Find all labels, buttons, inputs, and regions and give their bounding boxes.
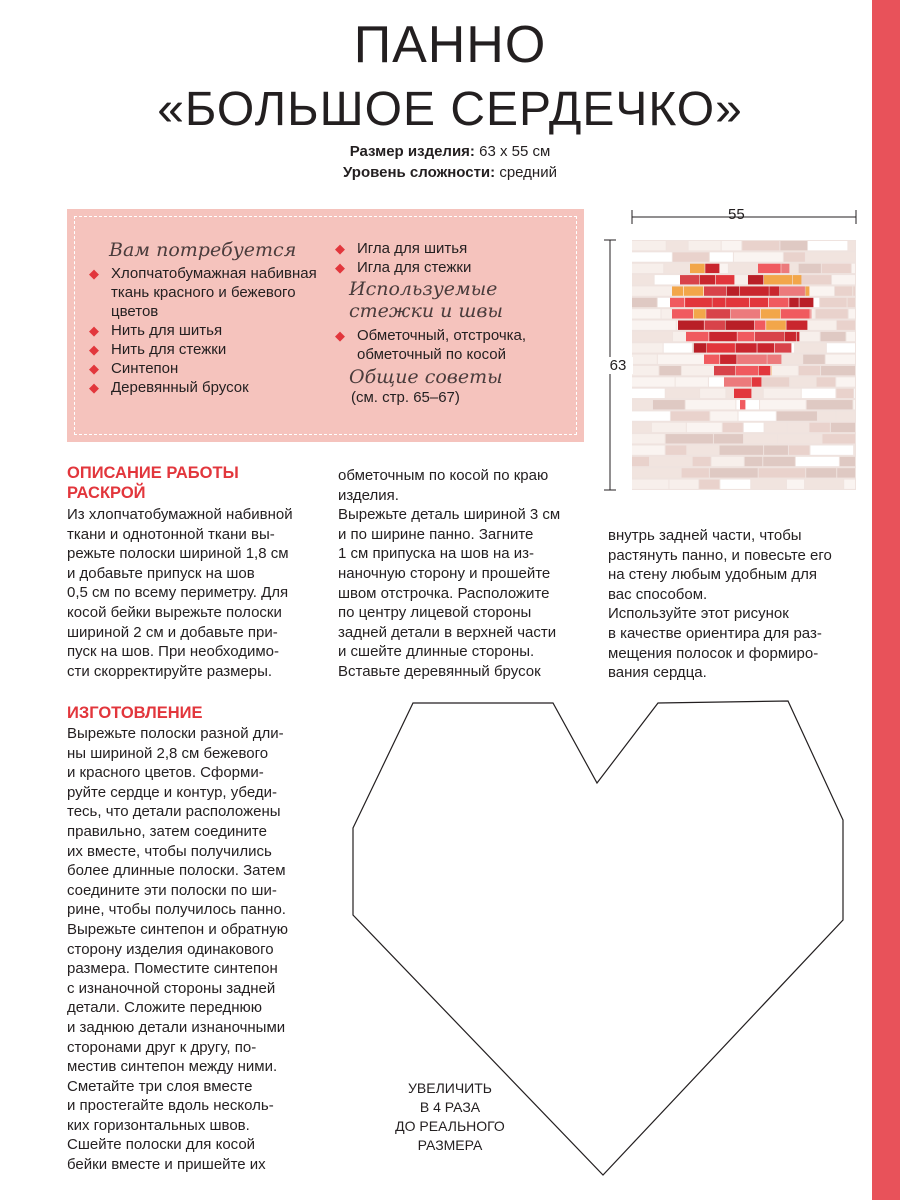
- size-value: 63 х 55 см: [479, 143, 551, 160]
- heart-strip: [670, 298, 684, 307]
- background-strip: [736, 400, 759, 409]
- background-strip: [710, 411, 737, 420]
- background-strip: [632, 355, 657, 364]
- materials-item: ◆ Хлопчатобумажная набивная ткань красного и бежевого цветов: [89, 264, 329, 321]
- background-strip: [854, 389, 855, 398]
- background-strip: [632, 445, 665, 454]
- column-3-text: внутрь задней части, чтобы растянуть панно, и повесьте его на стену любым удобным для вас способом. Используйте этот рисунок в качестве ориентира для раз- мещения полосок и формиро- вания сердца.: [608, 527, 832, 682]
- background-strip: [760, 400, 806, 409]
- materials-item: ◆ Деревянный брусок: [89, 378, 329, 397]
- background-strip: [632, 389, 665, 398]
- background-strip: [821, 332, 846, 341]
- level-line: [0, 162, 900, 183]
- background-strip: [803, 355, 825, 364]
- background-strip: [782, 355, 802, 364]
- heart-strip: [686, 332, 709, 341]
- heart-strip: [734, 389, 751, 398]
- background-strip: [849, 309, 855, 318]
- level-value: средний: [499, 164, 557, 181]
- heart-strip: [757, 343, 774, 352]
- heart-strip: [690, 264, 705, 273]
- background-strip: [699, 480, 719, 489]
- background-strip: [673, 252, 709, 261]
- background-strip: [836, 389, 853, 398]
- title-line-1: ПАННО: [353, 16, 547, 74]
- background-strip: [650, 457, 692, 466]
- background-strip: [809, 423, 829, 432]
- heart-strip: [678, 321, 704, 330]
- heart-strip: [750, 298, 768, 307]
- background-strip: [686, 400, 736, 409]
- background-strip: [720, 480, 750, 489]
- background-strip: [632, 298, 657, 307]
- background-strip: [710, 252, 733, 261]
- cutting-text: Из хлопчатобумажной набивной ткани и однотонной ткани вы- режьте полоски шириной 1,8 см и добавьте припуск на шов 0,5 см по всему периметру. Для косой бейки вырежьте полоски шириной 2 см и добавьте при- пуск на шов. При необходимо- сти скорректируйте размеры.: [67, 506, 293, 680]
- heart-strip: [709, 332, 737, 341]
- background-strip: [632, 309, 660, 318]
- heart-strip: [780, 286, 805, 295]
- title-line-2: «БОЛЬШОЕ СЕРДЕЧКО»: [157, 83, 743, 136]
- background-strip: [632, 332, 672, 341]
- background-strip: [818, 411, 835, 420]
- heart-strip: [810, 309, 811, 318]
- heart-strip: [727, 286, 739, 295]
- background-strip: [751, 480, 786, 489]
- background-strip: [788, 423, 809, 432]
- background-strip: [836, 411, 855, 420]
- background-strip: [739, 411, 776, 420]
- background-strip: [820, 298, 847, 307]
- background-strip: [742, 241, 779, 250]
- background-strip: [632, 434, 665, 443]
- heart-strip: [781, 309, 810, 318]
- background-strip: [714, 434, 743, 443]
- background-strip: [676, 377, 708, 386]
- materials-item: ◆ Синтепон: [89, 359, 329, 378]
- heart-strip: [714, 366, 735, 375]
- background-strip: [666, 389, 699, 398]
- background-strip: [763, 457, 795, 466]
- background-strip: [817, 377, 836, 386]
- background-strip: [632, 468, 681, 477]
- heart-strip: [755, 332, 784, 341]
- heart-strip: [767, 355, 781, 364]
- background-strip: [795, 343, 826, 352]
- background-strip: [671, 411, 709, 420]
- background-strip: [632, 264, 663, 273]
- enlarge-note: УВЕЛИЧИТЬ В 4 РАЗА ДО РЕАЛЬНОГО РАЗМЕРА: [395, 1080, 505, 1153]
- background-strip: [722, 241, 742, 250]
- background-strip: [632, 400, 652, 409]
- background-strip: [712, 457, 744, 466]
- background-strip: [806, 252, 855, 261]
- background-strip: [805, 480, 843, 489]
- background-strip: [667, 241, 688, 250]
- background-strip: [710, 468, 758, 477]
- needs-heading: Вам потребуется: [109, 239, 297, 261]
- materials-item: ◆ Нить для стежки: [89, 340, 329, 359]
- background-strip: [777, 411, 817, 420]
- background-strip: [632, 366, 658, 375]
- background-strip: [822, 264, 851, 273]
- section-heading-description: ОПИСАНИЕ РАБОТЫ: [67, 464, 239, 482]
- heart-strip: [672, 286, 683, 295]
- background-strip: [632, 252, 672, 261]
- background-strip: [652, 423, 686, 432]
- background-strip: [744, 423, 764, 432]
- background-strip: [669, 480, 698, 489]
- heart-strip: [704, 355, 719, 364]
- background-strip: [778, 434, 822, 443]
- heart-strip: [766, 321, 786, 330]
- heart-strip: [755, 321, 766, 330]
- background-strip: [632, 286, 674, 295]
- heart-strip: [720, 355, 736, 364]
- heart-strip: [805, 286, 809, 295]
- background-strip: [700, 389, 725, 398]
- background-strip: [789, 445, 810, 454]
- heart-strip: [705, 321, 725, 330]
- background-strip: [780, 241, 807, 250]
- background-strip: [799, 366, 820, 375]
- background-strip: [832, 275, 855, 284]
- background-strip: [632, 411, 670, 420]
- background-strip: [632, 343, 663, 352]
- background-strip: [796, 332, 819, 341]
- background-strip: [847, 332, 855, 341]
- heart-strip: [716, 275, 735, 284]
- background-strip: [666, 434, 713, 443]
- heart-strip: [799, 298, 813, 307]
- background-strip: [764, 389, 801, 398]
- heart-strip: [684, 286, 703, 295]
- background-strip: [632, 275, 654, 284]
- advice-heading: Общие советы: [349, 366, 503, 388]
- background-strip: [632, 241, 666, 250]
- background-strip: [848, 241, 855, 250]
- background-strip: [632, 321, 676, 330]
- panel-diagram: [600, 200, 862, 496]
- background-strip: [802, 389, 836, 398]
- heart-strip: [736, 343, 757, 352]
- background-strip: [810, 445, 853, 454]
- heart-strip: [700, 275, 715, 284]
- heart-strip: [789, 298, 799, 307]
- background-strip: [854, 400, 855, 409]
- heart-strip: [775, 343, 791, 352]
- background-strip: [831, 423, 855, 432]
- background-strip: [836, 377, 855, 386]
- background-strip: [808, 286, 834, 295]
- heart-strip: [737, 355, 767, 364]
- background-strip: [844, 480, 855, 489]
- background-strip: [632, 377, 675, 386]
- heart-strip: [726, 298, 749, 307]
- background-strip: [816, 309, 848, 318]
- materials-item: ◆ Игла для стежки: [335, 258, 550, 277]
- background-strip: [840, 457, 855, 466]
- background-strip: [852, 264, 855, 273]
- heart-strip: [704, 286, 726, 295]
- column-2-text: обметочным по косой по краю изделия. Вырежьте деталь шириной 3 см и по ширине панно. Загните 1 см припуска на шов на из- наночную сторону и прошейте швом отстрочка. Расположите по центру лицевой стороны задней детали в верхней части и сшейте длинные стороны. Вставьте деревянный брусок: [338, 467, 561, 680]
- background-strip: [723, 423, 743, 432]
- background-strip: [806, 468, 836, 477]
- background-strip: [808, 241, 847, 250]
- heart-strip: [797, 332, 800, 341]
- heart-strip: [672, 309, 693, 318]
- stitches-item: ◆ Обметочный, отстрочка, обметочный по косой: [335, 326, 550, 364]
- background-strip: [799, 264, 821, 273]
- background-strip: [796, 457, 839, 466]
- background-strip: [682, 468, 709, 477]
- width-label: 55: [728, 206, 745, 223]
- background-strip: [821, 366, 855, 375]
- heart-strip: [740, 286, 769, 295]
- heart-strip: [736, 366, 759, 375]
- background-strip: [835, 286, 852, 295]
- materials-right-column: [335, 239, 550, 407]
- background-strip: [822, 434, 855, 443]
- background-strip: [826, 355, 855, 364]
- heart-strip: [712, 298, 725, 307]
- background-strip: [687, 445, 718, 454]
- background-strip: [764, 445, 788, 454]
- heart-strip: [748, 275, 763, 284]
- heart-strip: [793, 275, 802, 284]
- background-strip: [659, 366, 680, 375]
- level-label: Уровень сложности:: [343, 164, 496, 181]
- background-strip: [664, 343, 692, 352]
- background-strip: [720, 445, 764, 454]
- advice-text: (см. стр. 65–67): [351, 389, 460, 406]
- background-strip: [784, 252, 805, 261]
- heart-strip: [731, 309, 760, 318]
- heart-strip: [706, 309, 730, 318]
- background-strip: [734, 252, 783, 261]
- heart-strip: [764, 275, 792, 284]
- background-strip: [807, 400, 853, 409]
- background-strip: [745, 457, 763, 466]
- background-strip: [787, 480, 804, 489]
- heart-strip: [769, 298, 789, 307]
- heart-strip: [680, 275, 699, 284]
- heart-strip: [705, 264, 719, 273]
- heart-strip: [752, 377, 761, 386]
- background-strip: [689, 241, 721, 250]
- heart-strip: [724, 377, 751, 386]
- materials-box: [67, 209, 584, 442]
- background-strip: [853, 286, 855, 295]
- section-heading-cutting: РАСКРОЙ: [67, 484, 146, 502]
- height-label: 63: [603, 357, 633, 374]
- heart-strip: [761, 309, 780, 318]
- background-strip: [837, 468, 855, 477]
- background-strip: [658, 355, 705, 364]
- background-strip: [744, 434, 777, 443]
- background-strip: [632, 480, 668, 489]
- making-text: Вырежьте полоски разной дли- ны шириной 2,8 см бежевого и красного цветов. Сформи- руйте сердце и контур, убеди- тесь, что детали расположены правильно, затем соедините их вместе, чтобы получились более длинные полоски. Затем соедините эти полоски по ши- рине, чтобы получилось панно. Вырежьте синтепон и обратную сторону изделия одинакового размера. Поместите синтепон с изнаночной стороны задней детали. Сложите переднюю и заднюю детали изнаночными сторонами друг к другу, по- местив синтепон между ними. Сметайте три слоя вместе и простегайте вдоль несколь- ких горизонтальных швов. Сшейте полоски для косой бейки вместе и пришейте их: [67, 725, 289, 1174]
- heart-strip: [740, 400, 745, 409]
- heart-strip: [786, 321, 807, 330]
- section-heading-making: ИЗГОТОВЛЕНИЕ: [67, 704, 203, 722]
- background-strip: [837, 321, 855, 330]
- background-strip: [759, 468, 805, 477]
- background-strip: [666, 445, 687, 454]
- heart-strip: [685, 298, 712, 307]
- background-strip: [632, 457, 649, 466]
- heart-strip: [758, 264, 781, 273]
- background-strip: [693, 457, 711, 466]
- heart-strip: [737, 332, 754, 341]
- background-strip: [653, 400, 685, 409]
- heart-strip: [726, 321, 755, 330]
- heart-strip: [694, 343, 706, 352]
- size-label: Размер изделия:: [349, 143, 475, 160]
- materials-item: ◆ Нить для шитья: [89, 321, 329, 340]
- size-line: [0, 141, 900, 162]
- background-strip: [799, 275, 831, 284]
- background-strip: [687, 423, 722, 432]
- stitches-heading: Используемые стежки и швы: [349, 278, 503, 322]
- background-strip: [854, 445, 855, 454]
- heart-strip: [769, 286, 779, 295]
- materials-left-column: [89, 239, 329, 397]
- heart-strip: [707, 343, 735, 352]
- heart-strip: [785, 332, 796, 341]
- background-strip: [827, 343, 855, 352]
- background-strip: [765, 423, 787, 432]
- heart-strip: [759, 366, 770, 375]
- heart-strip: [781, 264, 789, 273]
- heart-strip: [694, 309, 706, 318]
- background-strip: [729, 264, 761, 273]
- background-strip: [632, 423, 651, 432]
- materials-item: ◆ Игла для шитья: [335, 239, 550, 258]
- background-strip: [790, 377, 815, 386]
- background-strip: [848, 298, 855, 307]
